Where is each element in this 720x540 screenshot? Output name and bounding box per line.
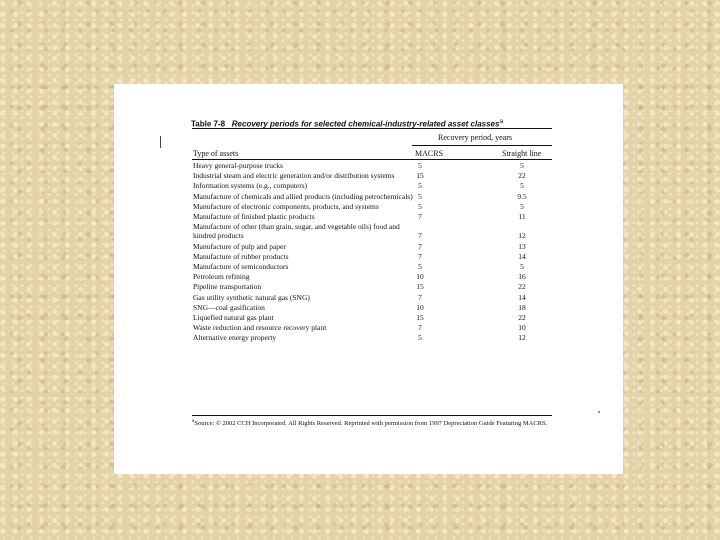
table-row (193, 212, 551, 221)
straight-line-value: 11 (518, 212, 526, 222)
straight-line-value: 16 (518, 272, 526, 282)
macrs-value: 7 (418, 323, 422, 333)
macrs-value: 5 (418, 201, 422, 211)
straight-line-value: 12 (518, 231, 526, 241)
asset-type: Manufacture of finished plastic products (193, 212, 315, 222)
straight-line-value: 10 (518, 323, 526, 333)
straight-line-value: 9.5 (517, 191, 527, 201)
table-row (193, 272, 551, 281)
table-row (193, 242, 551, 251)
header-rule (192, 159, 552, 160)
macrs-value: 5 (418, 161, 422, 170)
table-row (193, 323, 551, 332)
table-row (193, 313, 551, 322)
macrs-value: 10 (416, 272, 424, 282)
macrs-value: 10 (416, 302, 424, 312)
straight-line-value: 22 (518, 171, 526, 181)
asset-type: SNG—coal gasification (193, 302, 265, 312)
document-page (114, 84, 623, 474)
straight-line-value: 13 (518, 241, 526, 251)
footnote-mark: a (192, 418, 195, 424)
macrs-value: 15 (416, 171, 424, 181)
table-row (193, 181, 551, 190)
macrs-value: 5 (418, 181, 422, 191)
table-row (193, 192, 551, 201)
table-number: Table 7-8 (191, 119, 226, 129)
table-footnote (192, 417, 564, 428)
straight-line-value: 5 (520, 262, 524, 272)
asset-type: Information systems (e.g., computers) (193, 181, 308, 191)
bottom-rule (192, 415, 552, 416)
scan-speck (598, 411, 600, 413)
asset-type: Manufacture of rubber products (193, 251, 289, 261)
macrs-value: 5 (418, 191, 422, 201)
macrs-value: 7 (418, 231, 422, 241)
asset-type: Industrial steam and electric generation and/or distribution systems (193, 171, 395, 181)
macrs-value: 5 (418, 333, 422, 343)
straight-line-value: 12 (518, 333, 526, 343)
table-row (193, 333, 551, 342)
table-row (193, 282, 551, 291)
header-subrule (412, 145, 552, 146)
header-recovery-period: Recovery period, years (438, 133, 512, 142)
asset-type: Gas utility synthetic natural gas (SNG) (193, 292, 310, 302)
straight-line-value: 14 (518, 251, 526, 261)
straight-line-value: 22 (518, 313, 526, 323)
table-row (193, 171, 551, 180)
table-row (193, 202, 551, 211)
margin-mark (160, 136, 161, 148)
table-row (193, 303, 551, 312)
macrs-value: 15 (416, 282, 424, 292)
table-row (193, 293, 551, 302)
table-row (193, 252, 551, 261)
straight-line-value: 5 (520, 201, 524, 211)
table-caption: Recovery periods for selected chemical-industry-related asset classes (231, 119, 500, 129)
table-row (193, 161, 551, 170)
asset-type: Manufacture of pulp and paper (193, 241, 286, 251)
header-type-of-assets: Type of assets (193, 149, 239, 158)
title-footnote-mark: a (499, 118, 504, 125)
asset-type: Alternative energy property (193, 333, 277, 343)
asset-type: Heavy general-purpose trucks (193, 161, 283, 170)
straight-line-value: 22 (518, 282, 526, 292)
macrs-value: 5 (418, 262, 422, 272)
table-row (193, 222, 551, 240)
table-row (193, 262, 551, 271)
straight-line-value: 18 (518, 302, 526, 312)
header-straight-line: Straight line (502, 149, 542, 158)
macrs-value: 15 (416, 313, 424, 323)
top-rule (192, 128, 552, 129)
straight-line-value: 14 (518, 292, 526, 302)
straight-line-value: 5 (520, 161, 524, 170)
asset-type: Liquefied natural gas plant (193, 313, 274, 323)
macrs-value: 7 (418, 241, 422, 251)
asset-type: Manufacture of semiconductors (193, 262, 289, 272)
header-macrs: MACRS (415, 149, 444, 158)
asset-type: Waste reduction and resource recovery plant (193, 323, 327, 333)
macrs-value: 7 (418, 212, 422, 222)
asset-type: Petroleum refining (193, 272, 250, 282)
straight-line-value: 5 (520, 181, 524, 191)
macrs-value: 7 (418, 251, 422, 261)
asset-type: Manufacture of chemicals and allied products (including petrochemicals) (193, 191, 413, 201)
asset-type: Manufacture of electronic components, products, and systems (193, 201, 379, 211)
asset-type: Pipeline transportation (193, 282, 262, 292)
macrs-value: 7 (418, 292, 422, 302)
footnote-text: Source: © 2002 CCH Incorporated. All Rights Reserved. Reprinted with permission from 1997 Depreciation Guide Featuring MACRS. (194, 420, 548, 428)
asset-type: Manufacture of other (than grain, sugar, and vegetable oils) food and kindred products (193, 222, 400, 241)
table-body (193, 161, 551, 344)
